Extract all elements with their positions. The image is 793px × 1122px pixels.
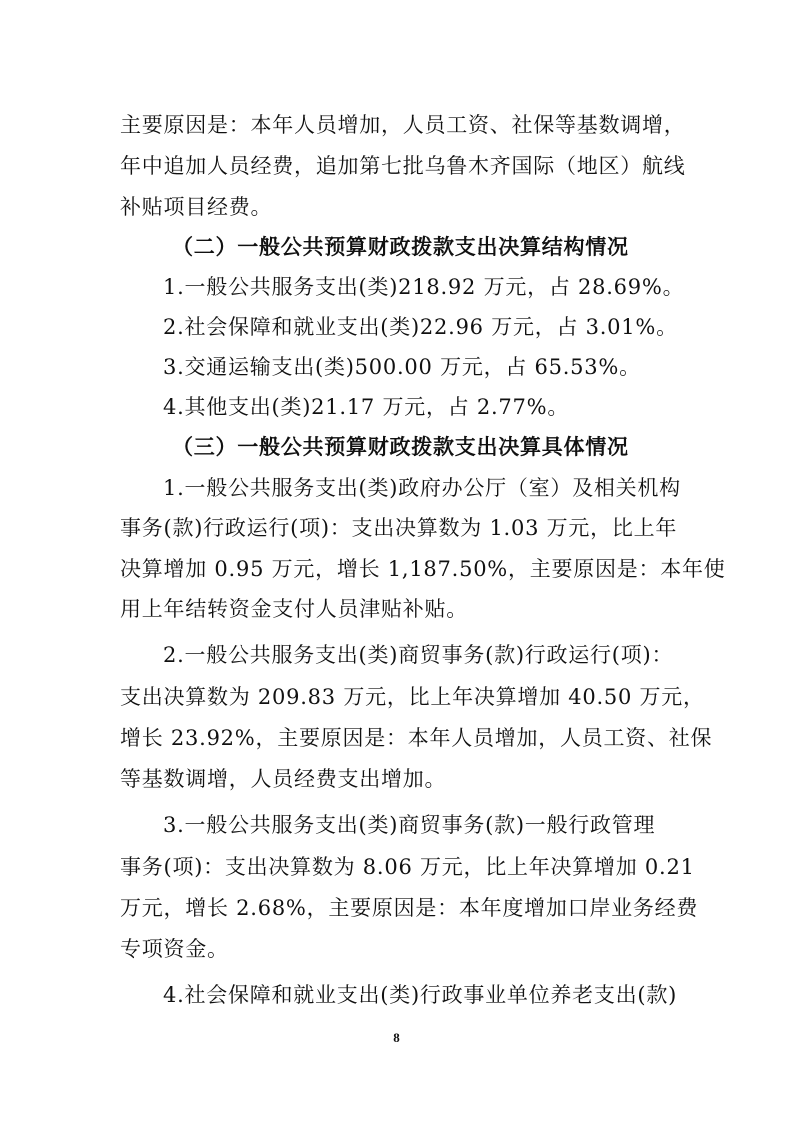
body-text-line: 主要原因是：本年人员增加，人员工资、社保等基数调增， [120, 113, 686, 137]
body-text-line: 支出决算数为 209.83 万元，比上年决算增加 40.50 万元， [120, 685, 705, 709]
body-text-line: 4.其他支出(类)21.17 万元，占 2.77%。 [163, 395, 570, 419]
body-text-line: 1.一般公共服务支出(类)政府办公厅（室）及相关机构 [163, 476, 681, 500]
body-text-line: 专项资金。 [120, 937, 229, 961]
section-heading: （三）一般公共预算财政拨款支出决算具体情况 [172, 435, 629, 459]
page-number: 8 [393, 1030, 400, 1045]
body-text-line: 1.一般公共服务支出(类)218.92 万元，占 28.69%。 [163, 275, 685, 299]
body-text-line: 用上年结转资金支付人员津贴补贴。 [120, 597, 468, 621]
body-text-line: 3.一般公共服务支出(类)商贸事务(款)一般行政管理 [163, 813, 656, 837]
body-text-line: 2.一般公共服务支出(类)商贸事务(款)行政运行(项)： [163, 643, 674, 667]
body-text-line: 等基数调增，人员经费支出增加。 [120, 767, 447, 791]
body-text-line: 事务(项)：支出决算数为 8.06 万元，比上年决算增加 0.21 [120, 855, 695, 879]
body-text-line: 2.社会保障和就业支出(类)22.96 万元，占 3.01%。 [163, 315, 678, 339]
body-text-line: 4.社会保障和就业支出(类)行政事业单位养老支出(款) [163, 983, 678, 1007]
body-text-line: 增长 23.92%，主要原因是：本年人员增加，人员工资、社保 [120, 726, 713, 750]
body-text-line: 补贴项目经费。 [120, 195, 273, 219]
body-text-line: 事务(款)行政运行(项)：支出决算数为 1.03 万元，比上年 [120, 516, 678, 540]
body-text-line: 万元，增长 2.68%，主要原因是：本年度增加口岸业务经费 [120, 896, 699, 920]
body-text-line: 3.交通运输支出(类)500.00 万元，占 65.53%。 [163, 355, 641, 379]
body-text-line: 决算增加 0.95 万元，增长 1,187.50%，主要原因是：本年使 [120, 557, 726, 581]
body-text-line: 年中追加人员经费，追加第七批乌鲁木齐国际（地区）航线 [120, 154, 686, 178]
section-heading: （二）一般公共预算财政拨款支出决算结构情况 [172, 235, 629, 259]
